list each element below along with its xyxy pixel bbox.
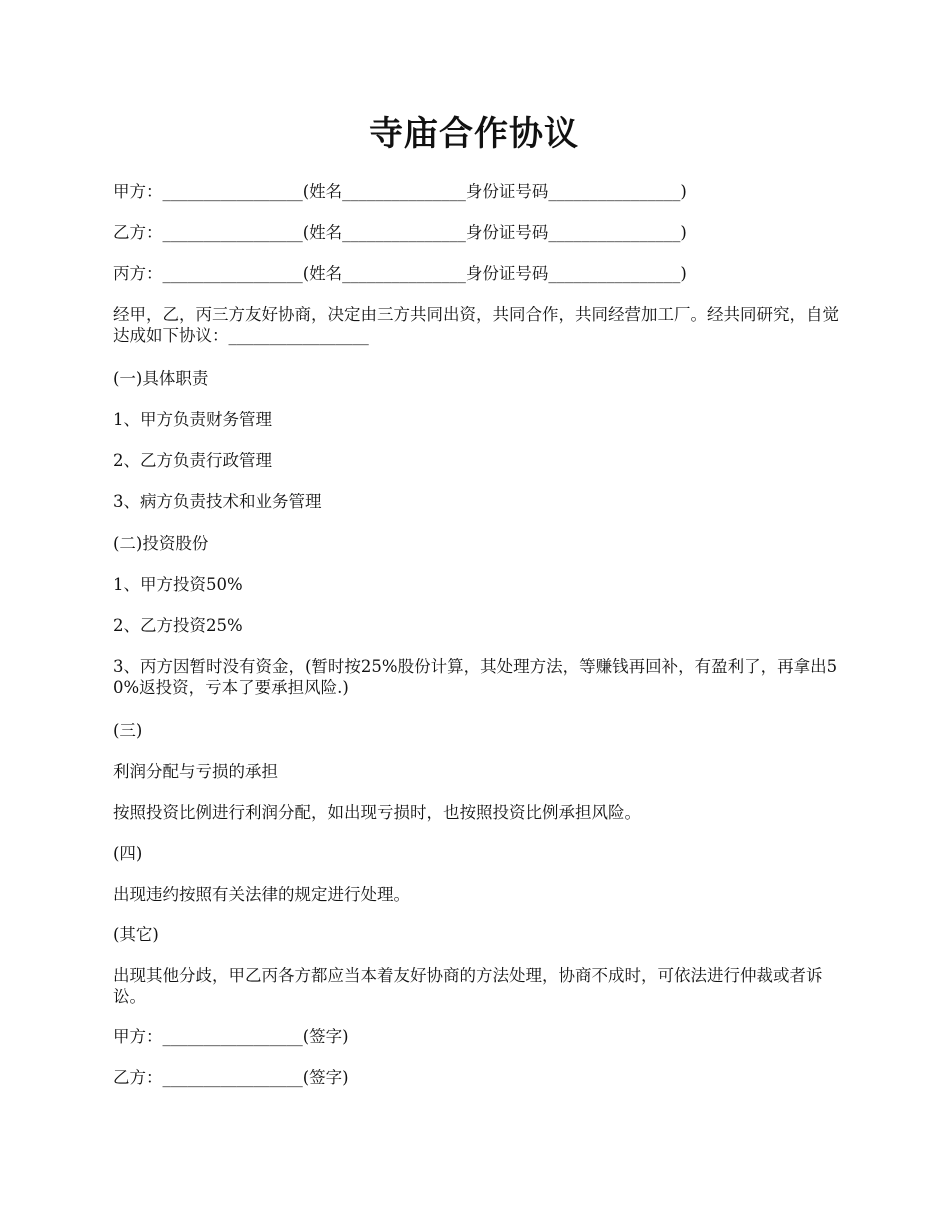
signature-line-a: 甲方：_________________(签字) — [113, 1027, 349, 1046]
section-4-heading: (四) — [113, 844, 143, 863]
section-2-item: 2、乙方投资25% — [113, 616, 243, 635]
section-1-heading: (一)具体职责 — [113, 369, 209, 388]
section-5-body: 出现其他分歧，甲乙丙各方都应当本着友好协商的方法处理，协商不成时，可依法进行仲裁或者诉讼。 — [113, 966, 823, 1006]
signature-line-b: 乙方：_________________(签字) — [113, 1068, 349, 1087]
intro-paragraph: 经甲，乙，丙三方友好协商，决定由三方共同出资，共同合作，共同经营加工厂。经共同研究，自觉达成如下协议：_________________ — [113, 305, 839, 345]
section-2-item: 3、丙方因暂时没有资金，(暂时按25%股份计算，其处理方法，等赚钱再回补，有盈利了，再拿出50%返投资，亏本了要承担风险.) — [113, 657, 838, 697]
party-line-b: 乙方：_________________(姓名_______________身份证号码________________) — [113, 223, 687, 242]
section-4-body: 出现违约按照有关法律的规定进行处理。 — [113, 885, 410, 904]
section-2-item: 1、甲方投资50% — [113, 575, 243, 594]
section-3-heading: (三) — [113, 721, 143, 740]
section-1-item: 1、甲方负责财务管理 — [113, 410, 272, 429]
document-title: 寺庙合作协议 — [369, 114, 579, 154]
section-1-item: 2、乙方负责行政管理 — [113, 451, 272, 470]
section-3-subheading: 利润分配与亏损的承担 — [113, 762, 278, 781]
section-5-heading: (其它) — [113, 925, 159, 944]
party-line-c: 丙方：_________________(姓名_______________身份证号码________________) — [113, 264, 687, 283]
party-line-a: 甲方：_________________(姓名_______________身份证号码________________) — [113, 182, 687, 201]
section-1-item: 3、病方负责技术和业务管理 — [113, 492, 322, 511]
section-2-heading: (二)投资股份 — [113, 534, 209, 553]
section-3-body: 按照投资比例进行利润分配，如出现亏损时，也按照投资比例承担风险。 — [113, 803, 641, 822]
